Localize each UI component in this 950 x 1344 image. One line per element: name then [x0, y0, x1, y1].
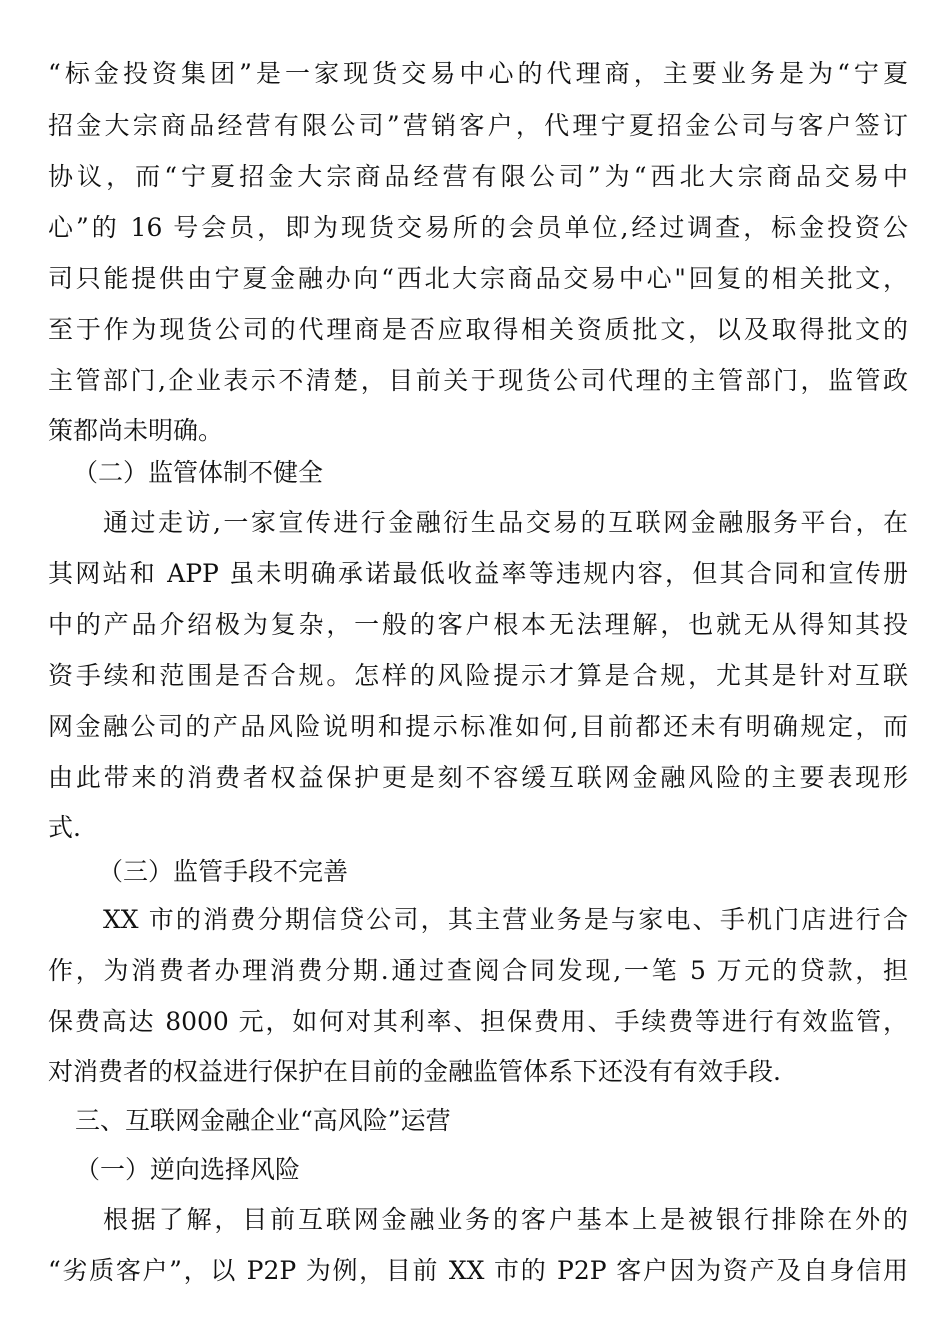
chapter-heading: 三、互联网金融企业“高风险”运营 — [75, 1106, 451, 1135]
text-line: 网金融公司的产品风险说明和提示标准如何,目前都还未有明确规定，而 — [48, 712, 908, 741]
paragraph-first-line: 根据了解，目前互联网金融业务的客户基本上是被银行排除在外的 — [103, 1205, 908, 1234]
text-line: “劣质客户”，以 P2P 为例，目前 XX 市的 P2P 客户因为资产及自身信用 — [48, 1256, 908, 1285]
text-line: “标金投资集团”是一家现货交易中心的代理商，主要业务是为“宁夏 — [48, 59, 908, 88]
section-heading: （二）监管体制不健全 — [73, 458, 324, 487]
text-line: 主管部门,企业表示不清楚，目前关于现货公司代理的主管部门，监管政 — [48, 366, 908, 395]
text-line: 中的产品介绍极为复杂，一般的客户根本无法理解，也就无从得知其投 — [48, 610, 908, 639]
text-line: 保费高达 8000 元，如何对其利率、担保费用、手续费等进行有效监管， — [48, 1007, 908, 1036]
text-line: 心”的 16 号会员，即为现货交易所的会员单位,经过调查，标金投资公 — [48, 213, 908, 242]
text-line: 其网站和 APP 虽未明确承诺最低收益率等违规内容，但其合同和宣传册 — [48, 559, 908, 588]
section-heading: （三）监管手段不完善 — [98, 857, 349, 886]
text-line: 资手续和范围是否合规。怎样的风险提示才算是合规，尤其是针对互联 — [48, 661, 908, 690]
section-heading: （一）逆向选择风险 — [75, 1155, 301, 1184]
text-line: 协议，而“宁夏招金大宗商品经营有限公司”为“西北大宗商品交易中 — [48, 162, 908, 191]
paragraph-end-line: 策都尚未明确。 — [48, 416, 224, 445]
text-line: 司只能提供由宁夏金融办向“西北大宗商品交易中心"回复的相关批文， — [48, 264, 908, 293]
paragraph-end-line: 对消费者的权益进行保护在目前的金融监管体系下还没有有效手段. — [48, 1057, 781, 1086]
text-line: 作，为消费者办理消费分期.通过查阅合同发现,一笔 5 万元的贷款，担 — [48, 956, 908, 985]
paragraph-first-line: XX 市的消费分期信贷公司，其主营业务是与家电、手机门店进行合 — [103, 905, 908, 934]
paragraph-first-line: 通过走访,一家宣传进行金融衍生品交易的互联网金融服务平台，在 — [103, 508, 908, 537]
text-line: 由此带来的消费者权益保护更是刻不容缓互联网金融风险的主要表现形 — [48, 763, 908, 792]
text-line: 至于作为现货公司的代理商是否应取得相关资质批文，以及取得批文的 — [48, 315, 908, 344]
text-line: 招金大宗商品经营有限公司”营销客户，代理宁夏招金公司与客户签订 — [48, 111, 908, 140]
paragraph-end-line: 式. — [48, 813, 81, 842]
